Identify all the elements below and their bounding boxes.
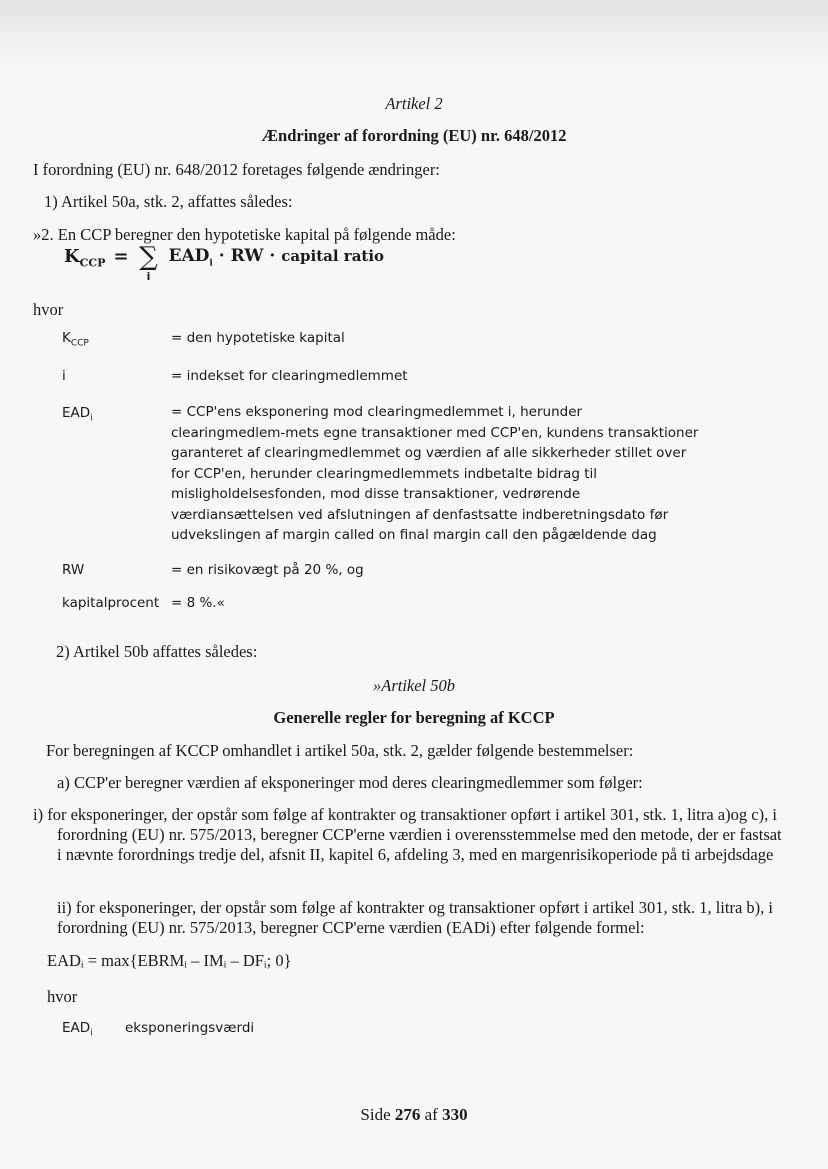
def-ead-value-2: eksponeringsværdi bbox=[125, 1020, 255, 1036]
def-rw-value: = en risikovægt på 20 %, og bbox=[171, 562, 364, 578]
intro-text: I forordning (EU) nr. 648/2012 foretages følgende ændringer: bbox=[33, 160, 440, 179]
article-50b-heading: »Artikel 50b bbox=[372, 676, 456, 695]
def-kccp-term: $K_{CCP}$ bbox=[62, 330, 89, 349]
def-ead-term: $EAD_i$ bbox=[62, 405, 93, 424]
formula-rhs: $EAD_i$ · RW · capital ratio bbox=[168, 246, 385, 269]
where-label-2: hvor bbox=[47, 987, 78, 1006]
summation-symbol: ∑ i bbox=[139, 242, 158, 283]
def-kccp-value: = den hypotetiske kapital bbox=[171, 330, 345, 346]
where-label: hvor bbox=[33, 300, 64, 319]
page-total: 330 bbox=[442, 1105, 468, 1124]
def-kapitalprocent-value: = 8 %.« bbox=[171, 595, 225, 611]
formula-equals: = bbox=[113, 246, 129, 267]
article-50b-item-i: i) for eksponeringer, der opstår som følge af kontrakter og transaktioner opført i artikel 301, stk. 1, litra a)og c), i forordning (EU) nr. 575/2013, beregner CCP'erne værdien i overensstemmelse med den metode, der er fastsat i nævnte forordnings tredje del, afsnit II, kapitel 6, afdeling 3, med en margenrisikoperiode på ti arbejdsdage bbox=[33, 805, 782, 864]
article-50b-item-a: a) CCP'er beregner værdien af eksponeringer mod deres clearingmedlemmer som følger: bbox=[57, 773, 643, 792]
article-heading: Artikel 2 bbox=[385, 94, 443, 113]
page-number: 276 bbox=[394, 1105, 421, 1124]
article-50b-intro: For beregningen af KCCP omhandlet i artikel 50a, stk. 2, gælder følgende bestemmelser: bbox=[46, 741, 634, 760]
formula-lhs: $K_{CCP}$ bbox=[64, 246, 106, 270]
def-i-value: = indekset for clearingmedlemmet bbox=[171, 368, 408, 384]
article-title: Ændringer af forordning (EU) nr. 648/2012 bbox=[261, 126, 567, 145]
def-ead-value: = CCP'ens eksponering mod clearingmedlemmet i, herunder clearingmedlem-mets egne transaktioner med CCP'en, kundens transaktioner garanteret af clearingmedlemmet og værdien af alle sikkerheder stillet over for CCP'en, herunder clearingmedlemmets indbetalte bidrag til misligholdelsesfonden, mod disse transaktioner, vedrørende værdiansættelsen ved afslutningen af denfastsatte indberetningsdato før udvekslingen af margin called on final margin call den pågældende dag bbox=[171, 404, 699, 543]
page-footer: Side 276 af 330 bbox=[360, 1105, 468, 1124]
article-50b-title: Generelle regler for beregning af KCCP bbox=[273, 708, 555, 727]
def-rw-term: RW bbox=[62, 562, 85, 578]
kccp-formula bbox=[64, 242, 385, 284]
def-kapitalprocent-term: kapitalprocent bbox=[62, 595, 160, 611]
ead-formula: EADᵢ = max{EBRMᵢ – IMᵢ – DFᵢ; 0} bbox=[47, 951, 292, 970]
def-ead-term-2: $EAD_i$ bbox=[62, 1020, 93, 1039]
def-i-term: i bbox=[62, 368, 66, 384]
item-1-text: »2. En CCP beregner den hypotetiske kapital på følgende måde: bbox=[33, 225, 456, 244]
scan-shading bbox=[0, 0, 828, 70]
item-2: 2) Artikel 50b affattes således: bbox=[56, 642, 258, 661]
item-1: 1) Artikel 50a, stk. 2, affattes således: bbox=[44, 192, 293, 211]
article-50b-item-ii: ii) for eksponeringer, der opstår som følge af kontrakter og transaktioner opført i artikel 301, stk. 1, litra b), i forordning (EU) nr. 575/2013, beregner CCP'erne værdien (EADi) efter følgende formel: bbox=[57, 898, 773, 937]
